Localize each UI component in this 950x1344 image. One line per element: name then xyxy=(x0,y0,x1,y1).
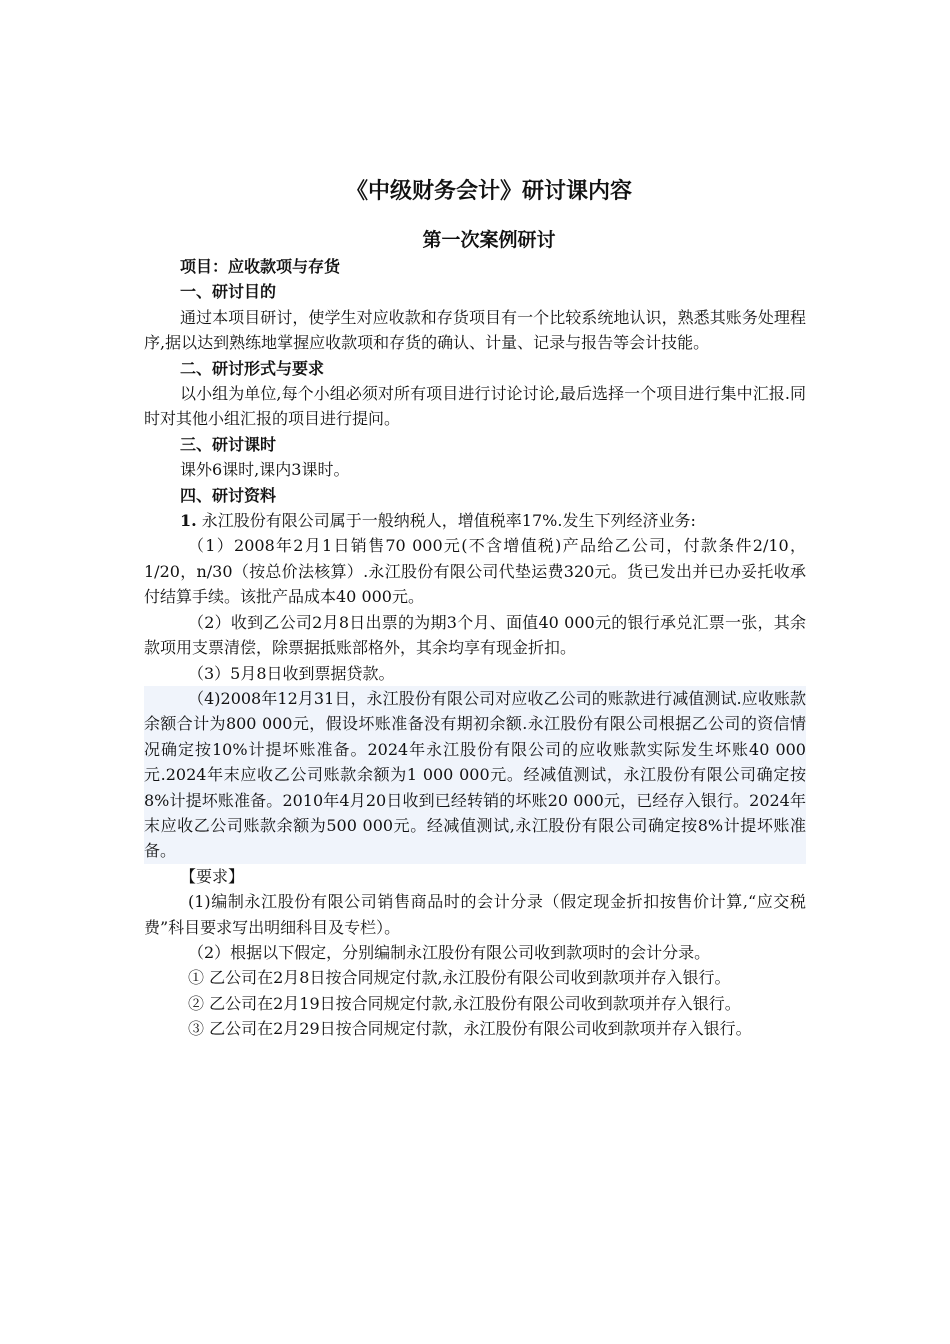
section-2-text: 以小组为单位,每个小组必须对所有项目进行讨论讨论,最后选择一个项目进行集中汇报.同时对其他小组汇报的项目进行提问。 xyxy=(144,384,806,429)
section-2-heading: 二、研讨形式与要求 xyxy=(180,358,325,378)
requirement-1: (1)编制永江股份有限公司销售商品时的会计分录（假定现金折扣按售价计算,“应交税费”科目要求写出明细科目及专栏）。 xyxy=(144,892,806,937)
section-3-text: 课外6课时,课内3课时。 xyxy=(180,460,350,480)
case-number: 1. xyxy=(180,511,197,531)
section-4-heading: 四、研讨资料 xyxy=(180,485,277,505)
section-1-heading: 一、研讨目的 xyxy=(180,282,277,302)
document-body xyxy=(144,176,806,1042)
project-heading: 项目：应收款项与存货 xyxy=(180,257,341,276)
case-intro-text: 永江股份有限公司属于一般纳税人，增值税率17%.发生下列经济业务: xyxy=(201,511,696,531)
requirement-2a: ① 乙公司在2月8日按合同规定付款,永江股份有限公司收到款项并存入银行。 xyxy=(188,968,731,988)
case-item-1: （1）2008年2月1日销售70 000元(不含增值税)产品给乙公司，付款条件2/10，1/20，n/30（按总价法核算）.永江股份有限公司代垫运费320元。货已发出并已办妥托收承付结算手续。该批产品成本40 000元。 xyxy=(144,536,806,607)
requirements-heading: 【要求】 xyxy=(180,866,245,886)
case-item-3: （3）5月8日收到票据贷款。 xyxy=(188,663,395,683)
requirement-2c: ③ 乙公司在2月29日按合同规定付款，永江股份有限公司收到款项并存入银行。 xyxy=(188,1019,752,1039)
section-3-heading: 三、研讨课时 xyxy=(180,434,277,454)
requirement-2b: ② 乙公司在2月19日按合同规定付款,永江股份有限公司收到款项并存入银行。 xyxy=(188,993,741,1013)
requirement-2: （2）根据以下假定，分别编制永江股份有限公司收到款项时的会计分录。 xyxy=(188,942,711,962)
page-subtitle: 第一次案例研讨 xyxy=(422,229,556,251)
case-intro xyxy=(144,508,806,533)
case-item-4: （4)2008年12月31日，永江股份有限公司对应收乙公司的账款进行减值测试.应收账款余额合计为800 000元，假设坏账准备没有期初余额.永江股份有限公司根据乙公司的资信情况确定按10%计提坏账准备。2024年永江股份有限公司的应收账款实际发生坏账40 000元.2024年末应收乙公司账款余额为1 000 000元。经减值测试，永江股份有限公司确定按8%计提坏账准备。2010年4月20日收到已经转销的坏账20 000元，已经存入银行。2024年末应收乙公司账款余额为500 000元。经减值测试,永江股份有限公司确定按8%计提坏账准备。 xyxy=(144,686,806,864)
page-title: 《中级财务会计》研讨课内容 xyxy=(345,179,632,204)
case-item-2: （2）收到乙公司2月8日出票的为期3个月、面值40 000元的银行承兑汇票一张，其余款项用支票清偿，除票据抵账部格外，其余均享有现金折扣。 xyxy=(144,612,806,658)
section-1-text: 通过本项目研讨，使学生对应收款和存货项目有一个比较系统地认识，熟悉其账务处理程序,据以达到熟练地掌握应收款项和存货的确认、计量、记录与报告等会计技能。 xyxy=(144,307,806,353)
